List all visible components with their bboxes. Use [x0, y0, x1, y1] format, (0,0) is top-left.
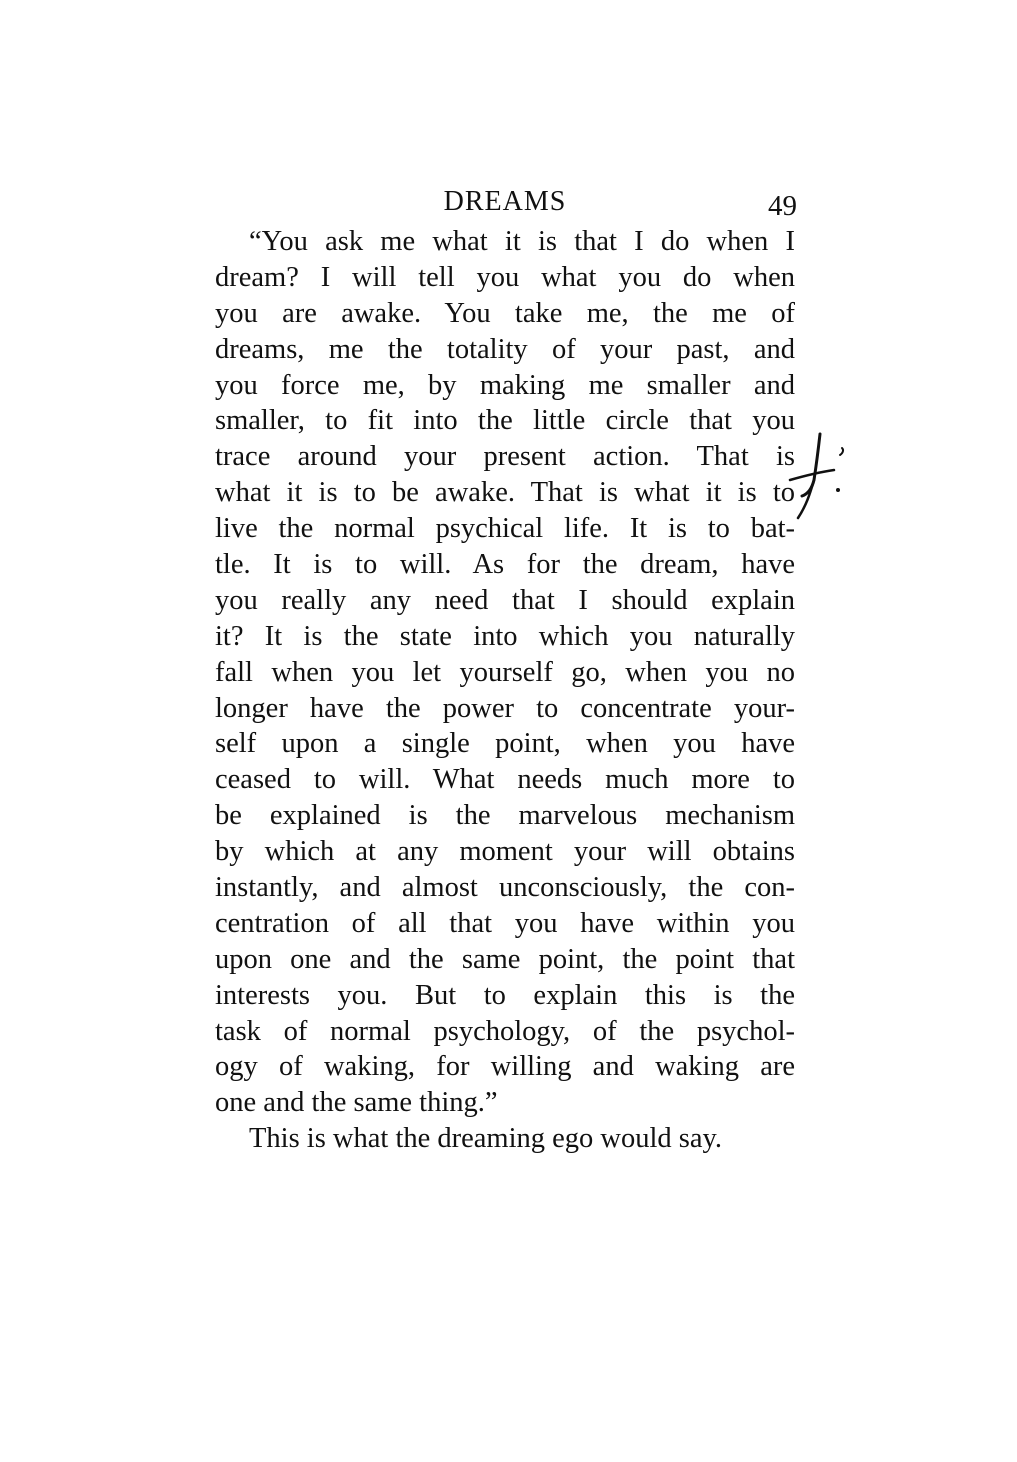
text-line: “You ask me what it is that I do when I	[249, 226, 795, 257]
running-title: DREAMS	[443, 186, 567, 217]
text-line: self upon a single point, when you have	[215, 728, 795, 760]
text-line: interests you. But to explain this is the	[215, 979, 795, 1011]
text-line: ogy of waking, for willing and waking are	[215, 1051, 795, 1083]
text-line: trace around your present action. That is	[215, 441, 795, 473]
text-line: fall when you let yourself go, when you no	[215, 656, 795, 688]
text-line: one and the same thing.”	[215, 1087, 498, 1119]
text-line: it? It is the state into which you naturally	[215, 620, 795, 652]
text-line: what it is to be awake. That is what it is to	[215, 477, 795, 509]
text-line: you really any need that I should explain	[215, 584, 795, 616]
text-line: upon one and the same point, the point that	[215, 943, 795, 975]
handwritten-margin-mark	[780, 422, 860, 532]
text-line: task of normal psychology, of the psychol-	[215, 1015, 795, 1047]
text-line: ceased to will. What needs much more to	[215, 764, 795, 796]
page-number: 49	[768, 190, 797, 222]
text-line: live the normal psychical life. It is to bat-	[215, 513, 795, 545]
text-line: tle. It is to will. As for the dream, have	[215, 549, 795, 581]
text-line: dream? I will tell you what you do when	[215, 261, 795, 293]
text-line: be explained is the marvelous mechanism	[215, 800, 795, 832]
text-line: This is what the dreaming ego would say.	[249, 1123, 723, 1155]
text-line: centration of all that you have within you	[215, 907, 795, 939]
text-line: smaller, to fit into the little circle that you	[215, 405, 795, 437]
text-line: you force me, by making me smaller and	[215, 369, 795, 401]
running-head	[215, 186, 795, 226]
text-line: you are awake. You take me, the me of	[215, 297, 795, 329]
body-text	[215, 224, 795, 1157]
text-line: instantly, and almost unconsciously, the con-	[215, 872, 795, 904]
text-line: by which at any moment your will obtains	[215, 836, 795, 868]
text-line: longer have the power to concentrate your-	[215, 692, 795, 724]
text-line: dreams, me the totality of your past, and	[215, 333, 795, 365]
